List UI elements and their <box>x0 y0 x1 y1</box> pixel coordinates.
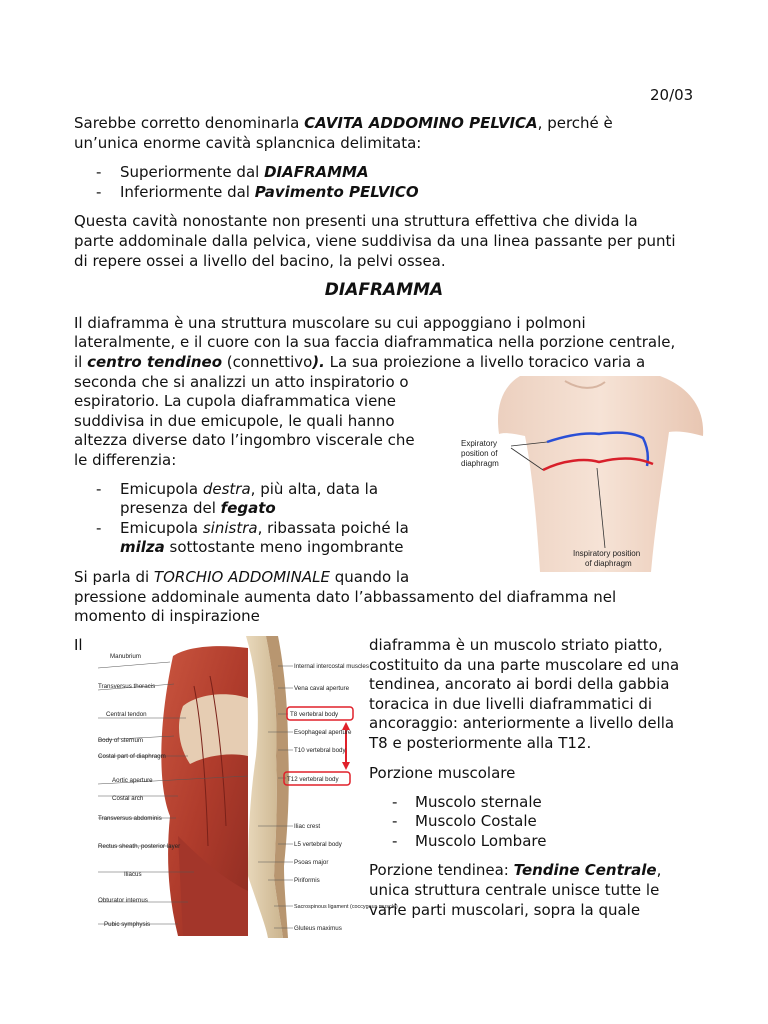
label-rectus-sheath: Rectus sheath, posterior layer <box>98 843 181 850</box>
label-internal-intercostal: Internal intercostal muscles <box>294 663 369 670</box>
para3-line-5: espiratorio. La cupola diaframmatica viene <box>74 392 397 410</box>
torchio-line-3: momento di inspirazione <box>74 607 260 625</box>
para3-line-4: seconda che si analizzi un atto inspiratorio o <box>74 373 409 391</box>
expiratory-label-1: Expiratory <box>461 439 498 448</box>
list-dash: - <box>392 812 398 830</box>
label-obturator-internus: Obturator internus <box>98 897 148 904</box>
label-gluteus: Gluteus maximus <box>294 925 342 932</box>
para3-line-6: suddivisa in due emicupole, le quali hanno <box>74 412 395 430</box>
central-tendon-shape <box>179 694 248 764</box>
para3-line-3: il centro tendineo (connettivo). La sua proiezione a livello toracico varia a <box>74 353 646 371</box>
torso-image <box>498 376 703 572</box>
torchio-line-1: Si parla di TORCHIO ADDOMINALE quando la <box>74 568 410 586</box>
expiratory-label-3: diaphragm <box>461 459 499 468</box>
list-dash: - <box>96 183 102 201</box>
para2-line-2: parte addominale dalla pelvica, viene suddivisa da una linea passante per punti <box>74 232 676 250</box>
label-costal-part: Costal part of diaphragm <box>98 753 166 760</box>
section-heading: DIAFRAMMA <box>324 280 444 300</box>
label-transversus-thoracis: Transversus thoracis <box>98 683 156 690</box>
label-iliacus: Iliacus <box>124 871 142 878</box>
expiratory-label-2: position of <box>461 449 498 458</box>
diaphragm-anatomy-figure <box>98 636 398 938</box>
right-col-line-3: tendinea, ancorato ai bordi della gabbia <box>369 675 670 693</box>
para3-line-7: altezza diverse dato l’ingombro viscerale che <box>74 431 415 449</box>
label-piriformis: Piriformis <box>294 877 320 884</box>
list-dash: - <box>392 793 398 811</box>
para3-line-8: le differenzia: <box>74 451 177 469</box>
label-sacrospinous: Sacrospinous ligament (coccygeus muscle) <box>294 904 398 910</box>
label-leader <box>98 662 170 668</box>
torchio-line-2: pressione addominale aumenta dato l’abbassamento del diaframma nel <box>74 588 617 606</box>
right-col-line-6: T8 e posteriormente alla T12. <box>369 734 592 752</box>
label-pubic-symphysis: Pubic symphysis <box>104 921 151 928</box>
bound-item-superior: Superiormente dal DIAFRAMMA <box>120 163 369 181</box>
inspiratory-label-1: Inspiratory position <box>573 549 641 558</box>
label-t10: T10 vertebral body <box>294 747 346 754</box>
label-vena-caval: Vena caval aperture <box>294 685 350 692</box>
tendinea-line-2: unica struttura centrale unisce tutte le <box>369 881 660 899</box>
label-central-tendon: Central tendon <box>106 711 147 718</box>
para3-line-1: Il diaframma è una struttura muscolare su cui appoggiano i polmoni <box>74 314 586 332</box>
porzione-tendinea: Porzione tendinea: Tendine Centrale, <box>369 861 662 879</box>
label-aortic-aperture: Aortic aperture <box>112 777 153 784</box>
diaphragm-position-figure <box>455 376 705 572</box>
right-col-line-1: diaframma è un muscolo striato piatto, <box>369 636 663 654</box>
para3-line-2: lateralmente, e il cuore con la sua faccia diaframmatica nella porzione centrale, <box>74 333 676 351</box>
hemi-right-line-2: presenza del fegato <box>120 499 276 517</box>
right-col-line-5: ancoraggio: anteriormente a livello della <box>369 714 675 732</box>
para2-line-1: Questa cavità nonostante non presenti una struttura effettiva che divida la <box>74 212 638 230</box>
label-body-sternum: Body of sternum <box>98 737 144 744</box>
right-col-line-4: toracica in due livelli diaframmatici di <box>369 695 653 713</box>
hemi-right-line-1: Emicupola destra, più alta, data la <box>120 480 379 498</box>
intro-line-2: un’unica enorme cavità splancnica delimitata: <box>74 134 422 152</box>
label-transversus-abdominis: Transversus abdominis <box>98 815 162 822</box>
label-t8: T8 vertebral body <box>290 711 339 718</box>
arrow-head-down <box>342 762 350 770</box>
label-l5: L5 vertebral body <box>294 841 342 848</box>
label-iliac-crest: Iliac crest <box>294 823 321 830</box>
para2-line-3: di repere ossei a livello del bacino, la pelvi ossea. <box>74 252 446 270</box>
porzione-muscolare: Porzione muscolare <box>369 764 516 782</box>
muscle-item-costale: Muscolo Costale <box>415 812 537 830</box>
list-dash: - <box>96 519 102 537</box>
list-dash: - <box>392 832 398 850</box>
date: 20/03 <box>650 86 694 104</box>
right-col-line-2: costituito da una parte muscolare ed una <box>369 656 680 674</box>
term-cavita: CAVITA ADDOMINO PELVICA <box>304 114 538 132</box>
inspiratory-label-2: of diaphragm <box>585 559 632 568</box>
muscle-item-lombare: Muscolo Lombare <box>415 832 547 850</box>
muscle-item-sternale: Muscolo sternale <box>415 793 542 811</box>
label-esophageal: Esophageal aperture <box>294 729 352 736</box>
tendinea-line-3: varie parti muscolari, sopra la quale <box>369 901 641 919</box>
hemi-left-line-1: Emicupola sinistra, ribassata poiché la <box>120 519 409 537</box>
label-manubrium: Manubrium <box>110 653 141 660</box>
label-psoas: Psoas major <box>294 859 329 866</box>
label-costal-arch: Costal arch <box>112 795 144 802</box>
list-dash: - <box>96 163 102 181</box>
bound-item-inferior: Inferiormente dal Pavimento PELVICO <box>120 183 419 201</box>
list-dash: - <box>96 480 102 498</box>
hemi-left-line-2: milza sottostante meno ingombrante <box>120 538 404 556</box>
intro-line-1: Sarebbe corretto denominarla CAVITA ADDOMINO PELVICA, perché è <box>74 114 613 132</box>
label-t12: T12 vertebral body <box>287 776 339 783</box>
right-col-il: Il <box>74 636 83 654</box>
